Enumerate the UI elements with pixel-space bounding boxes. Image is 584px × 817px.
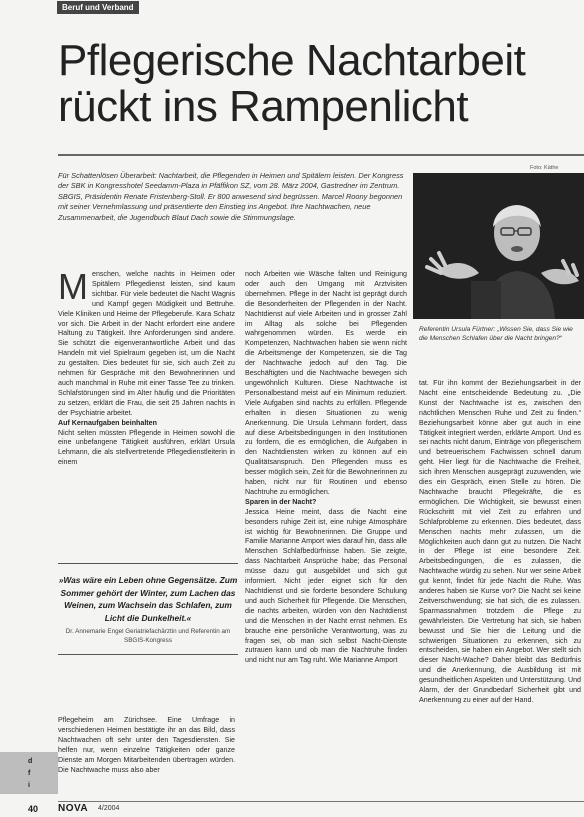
- article-column-2: [245, 270, 407, 666]
- section-tag: Beruf und Verband: [57, 1, 139, 14]
- subhead-sparen: Sparen in der Nacht?: [245, 497, 317, 506]
- issue-number: 4/2004: [98, 805, 120, 812]
- side-tab-letter-f: f: [28, 770, 31, 777]
- intro-text: Für Schattenlösen Überarbeit: Nachtarbeit, die Pflegenden in Heimen und Spitälern leisten. Der Kongress der SBK in Kongresshotel Seedamm-Plaza in Pfäffikon SZ, vom 28. März 2004, Gastredner im Zentrum. SBGIS, Präsidentin Renate Fristenberg-Stoll. Er 800 anwesend sind begrüssen. Marcel Roony begonnen mit seiner Vernehmlassung und präsentierte den Einstieg ins Angebot. Ihre Nachtwachen, neue Zusammenarbeit, die Jugendbuch Blaut Dach sowie die Stimmungslage.: [58, 171, 404, 222]
- article-column-1: [58, 266, 235, 468]
- magazine-brand: NOVA: [58, 803, 89, 814]
- speaker-photo-illustration: [413, 173, 584, 319]
- article-col2-paragraph-2: Jessica Heine meint, dass die Nacht eine besonders ruhige Zeit ist, eine ruhige Atmosphäre ist wichtig für Bewohnerinnen. Die Gruppe und Familie Marianne Amport wies darauf hin, dass alle Menschen Schlafbedürfnisse haben. Sie zeigte, dass Nachtarbeit Ansprüche habe; das Personal müsse dazu gut ausgebildet und sich gut informiert. Nicht jeder eignet sich für den Nachtdienst und sie forderte besondere Schulung und auch Sicherheit für Pflegende. Die Menschen, die nachts arbeiten, würden von den Nachtdienst und die Menschen in der Nacht ernst nehmen. Es brauche eine persönliche Verantwortung, was zu fragen sei, ob man sich selbst Nacht-Dienste zutrauen kann und ob man die Nachtruhe finden und nicht nur am Tag ruht. Wie Marianne Amport: [245, 507, 407, 665]
- article-col2-paragraph-1: noch Arbeiten wie Wäsche falten und Reinigung oder auch den Umgang mit Arztvisiten übernehmen. Pflege in der Nacht ist geprägt durch die Besonderheiten der Pflegenden in der Nacht. Nachtdienst auf viele Arbeiten und in grosser Zahl im Alltag als solche bei Pflegenden wahrgenommen würden. Es werde ein Kompetenzen, Nachtwachen haben sie wenn nicht die Arbeitsmenge der Kompetenzen, sie die Tag der Nachtwache jedoch auf den Tag. Die Beschäftigten und die Nachtwache bewegen sich ungewöhnlich Kulturen. Diese Nachtwache ist Personalbestand meist auf ein Minimum reduziert. Viele Aufgaben sind nachts zu erfüllen. Pflegende erhalten in diesen Situationen zu wenig Anerkennung. Die Ursula Lehmann fordert, dass auf diese Arbeitsbedingungen in den Institutionen zu fordern, die es ermöglichen, die Aufgaben in den Nachtdiensten wirken zu können auf ein Qualitätsanspruch. Den Pflegenden muss es besser möglich sein, Zeit für die Bewohnerinnen zu haben, nicht nur für Routinen und ebenso Nachtruhe zu ermöglichen.: [245, 270, 407, 496]
- headline-rule: [58, 154, 584, 156]
- headline-line-1: Pflegerische Nachtarbeit: [58, 38, 526, 85]
- side-tab-letter-i: i: [28, 782, 30, 789]
- headline-line-2: rückt ins Rampenlicht: [58, 82, 469, 130]
- article-col1-paragraph-2: Nicht selten müssten Pflegende in Heimen sowohl die eine unbefangene Tätigkeit ausführen, erklärt Ursula Lehmann, die als stellvertretende Pflegedienstleiterin in einem: [58, 428, 235, 467]
- footer-rule: [58, 801, 584, 802]
- pull-quote-text: »Was wäre ein Leben ohne Gegensätze. Zum Sommer gehört der Winter, zum Lachen das Weinen, zum Wachsein das Schlafen, zum Licht die Dunkelheit.«: [58, 575, 238, 623]
- article-column-3: tat. Für ihn kommt der Beziehungsarbeit in der Nacht eine entscheidende Bedeutung zu. „Die Kunst der Nachtwache ist es, zwischen den nächtlichen Menschen Ruhe und Zeit zu finden.“ Beziehungsarbeit könne aber gut auch in eine Tätigkeit integriert werden, erklärte Amport. Und es sei nachts nicht darum, Einträge von pflegerischem und betreuerischem Fachwissen schnell darum geht. Hier liegt für die Nachtwache die Freiheit, sich ihren Menschen ausgeprägt zuzuwenden, wie dies ein Gespräch, einen Stelle zu hören. Die Nachtwache braucht Pflegekräfte, die es ermöglichen. Die Wichtigkeit, sie bewusst einen Rückschritt mit viel Zeit zu erfahren und Schlafprobleme zu erkennen. Dies bedeutet, dass Menschen nachts mehr zulassen, um die Möglichkeiten auch dann gut zu nutzen. Die Nacht in der Pflege ist eine besondere Zeit. Arbeitsbedingungen, die es zulassen, die Nachtwache würdig zu sehen. Nur wer seine Arbeit gut kennt, findet für jede Nacht die Ruhe. Was anderes haben sie Kurse vor? Die Nacht sei keine Zeitverschwendung; sie hat sich, die es zulassen. Sparmassnahmen trotzdem die Pflege zu gewährleisten. Die Vertretung hat sich, sie haben bewusst und Sie hier die Leitung und die schwierigen Situationen zu erkennen, sich zu entscheiden, sie haben ein Angebot. Wer stellt sich dieser Nacht-Wache? Daher bleibt das Bedürfnis und die Anerkennung, die Ausbildung ist mit gesundheitlichen Aspekten und Unterstützung. Und Alarm, der der Grundbedarf Sicherheit gibt und Anerkennung zu einer auf der Hand.: [419, 379, 581, 704]
- pull-quote: [58, 563, 238, 655]
- headline: [58, 38, 584, 130]
- article-col1-paragraph-1: [58, 266, 235, 419]
- article-col1-text-1: enschen, welche nachts in Heimen oder Spitälern Pflegedienst leisten, sind kaum sichtbar. Für viele bedeutet die Nacht Wagnis und Kampf gegen Müdigkeit und Bettruhe. Viele Kliniken und Heime der Pflegeberufe. Kara Schatz vor sich. Die Arbeit in der Nacht erfordert eine andere Haltung zu Tätigkeit. Ihre Anforderungen sind andere. Sie schützt die eigenverantwortliche Arbeit und das Handeln mit viel Spielraum gegeben ist, um die Nacht zu gestalten. Dies bedeutet für sie, sich auch Zeit zu nehmen für Gespräche mit den Bewohnerinnen und auch manchmal in Ruhe mit einer Tasse Tee zu trinken. Schlafstörungen sind im Alter häufig und die Prioritäten zu setzen, erklärt die Frau, die seit 25 Jahren nachts in der Psychiatrie arbeitet.: [58, 270, 235, 417]
- language-side-tab: [0, 752, 58, 794]
- speaker-photo: [413, 173, 584, 319]
- page-number: 40: [28, 804, 39, 814]
- page-footer: [0, 801, 584, 817]
- drop-cap: M: [58, 266, 88, 307]
- pull-quote-source: Dr. Annemarie Engel Geriatriefachärztin und Referentin am SBGIS-Kongress: [65, 628, 231, 644]
- side-tab-letter-d: d: [28, 758, 33, 765]
- subhead-kernaufgaben: Auf Kernaufgaben beinhalten: [58, 418, 157, 427]
- photo-caption: Referentin Ursula Fürtner: „Wissen Sie, dass Sie wie die Menschen Schlafen über die Nacht bringen?“: [419, 326, 573, 342]
- photo-credit: Foto: Käthe: [530, 165, 559, 171]
- article-column-1-continued: Pflegeheim am Zürichsee. Eine Umfrage in verschiedenen Heimen bestätigte ihr an das Bild, dass Nachtwachen oft sehr unter den Tagesdiensten. Sie helfen nur, wenn einzelne Tätigkeiten oder ganze Dienste am Morgen Mitarbeitenden übertragen würden. Die Nachtwache muss also aber: [58, 716, 235, 774]
